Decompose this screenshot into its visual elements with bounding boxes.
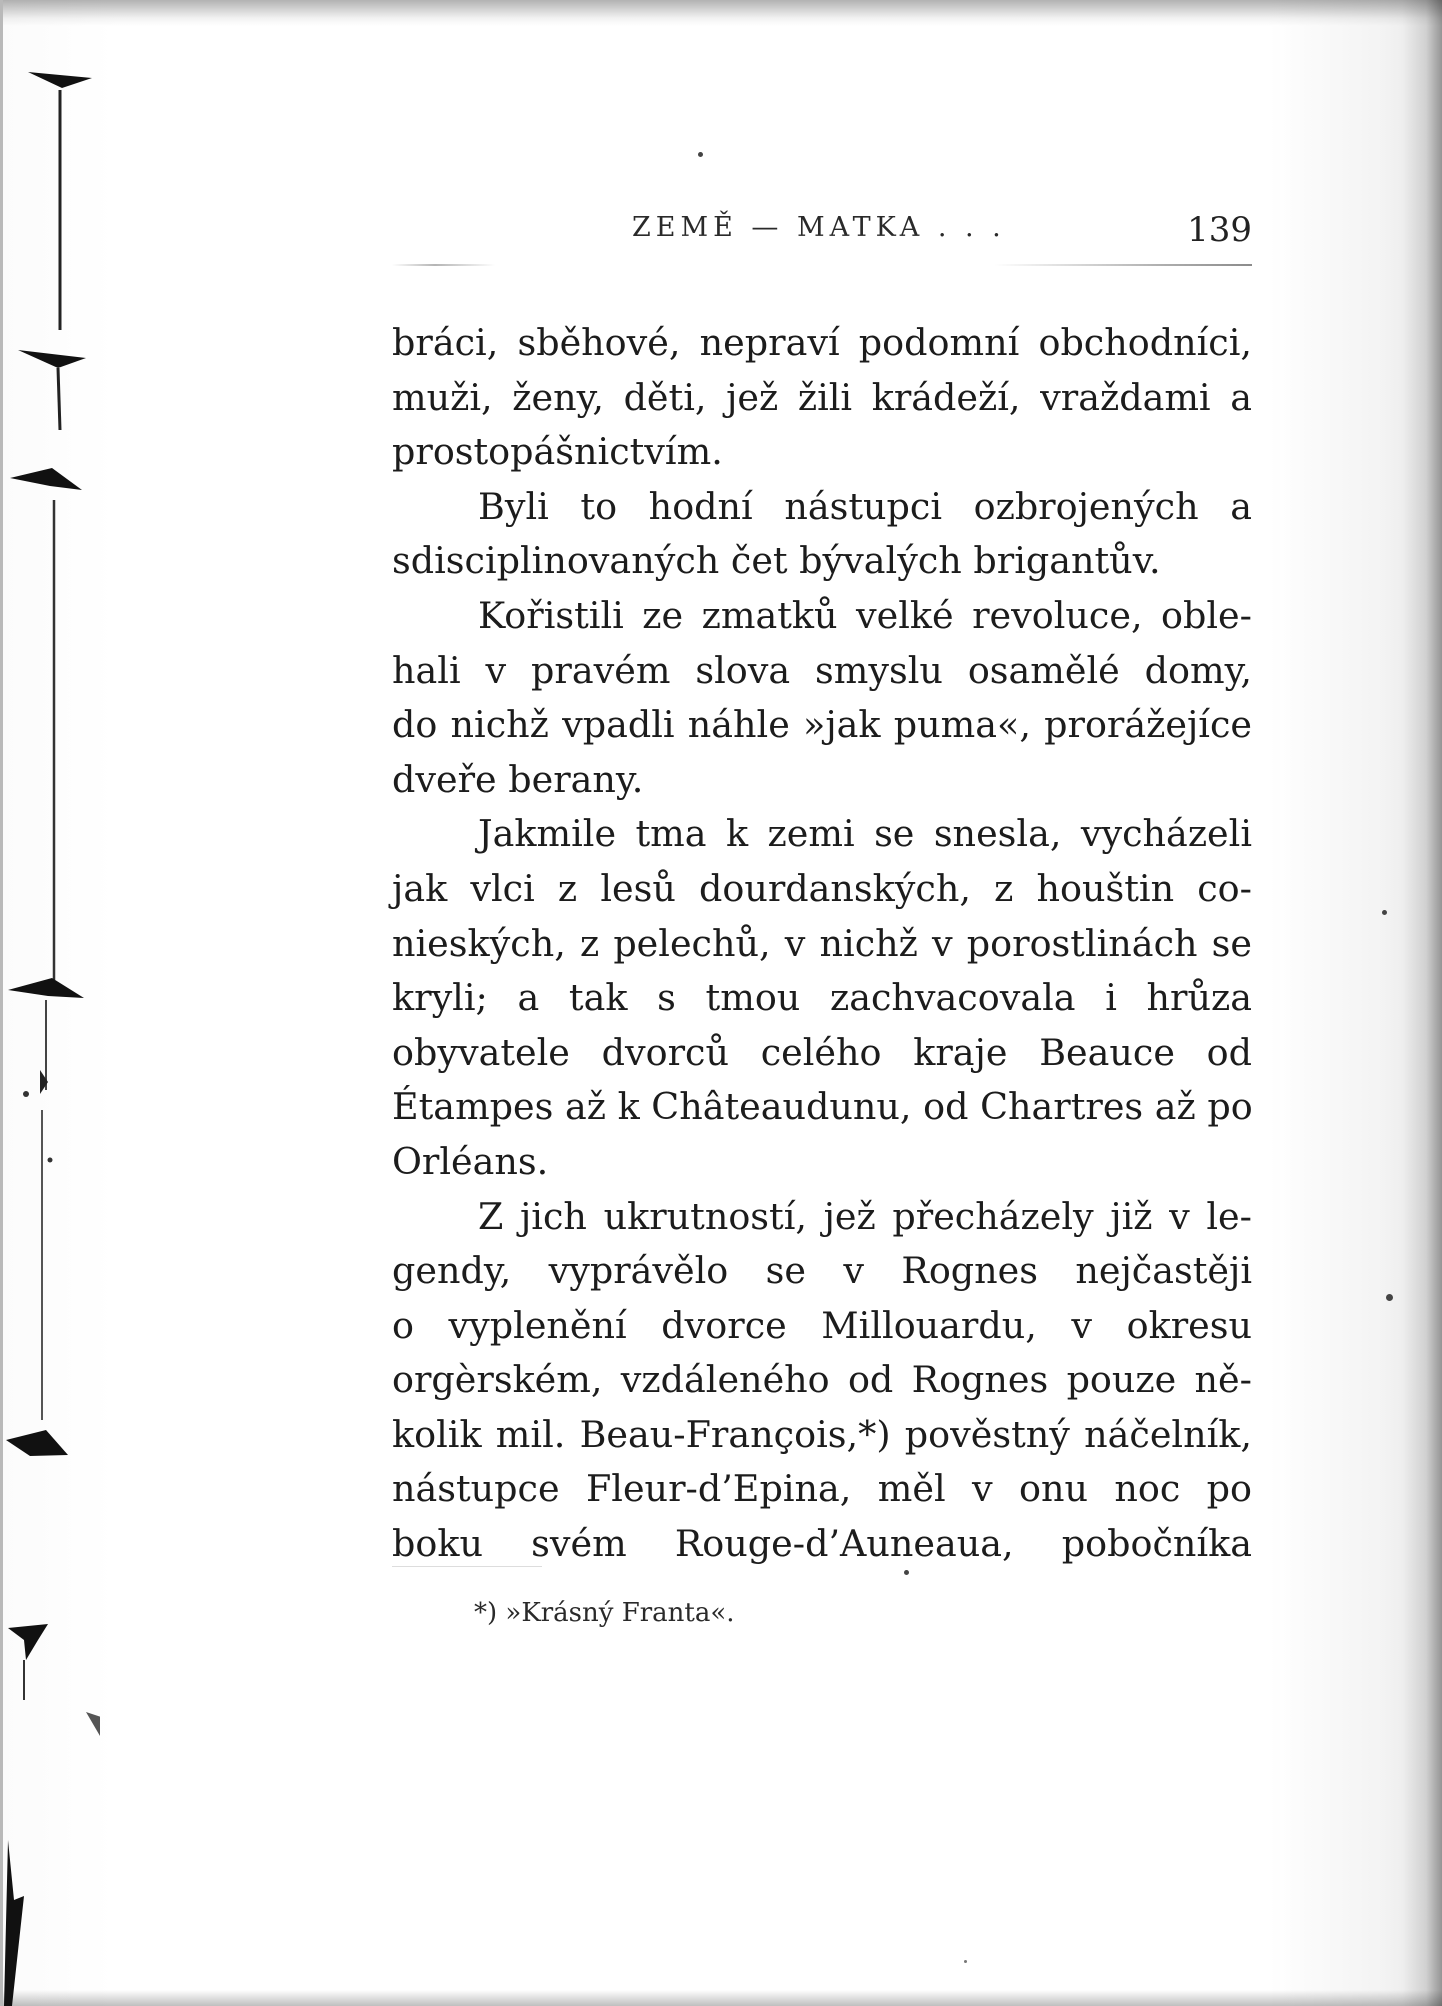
text-line: Orléans. — [392, 1139, 549, 1183]
text-line: nieských, z pelechů, v nichž v porostlinách se — [392, 921, 1252, 965]
text-line: orgèrském, vzdáleného od Rognes pouze ně- — [392, 1358, 1252, 1402]
text-line: sdisciplinovaných čet bývalých brigantův. — [392, 539, 1161, 583]
text-line: dveře berany. — [392, 757, 644, 801]
dust-speck — [1382, 910, 1387, 915]
text-line: kolik mil. Beau-François,*) pověstný náčelník, — [392, 1412, 1252, 1456]
text-line: hali v pravém slova smyslu osamělé domy, — [392, 648, 1252, 692]
text-line: boku svém Rouge-d’Auneaua, pobočníka — [392, 1522, 1252, 1566]
running-title: ZEMĚ — MATKA . . . — [632, 212, 1006, 243]
scan-right-edge-shadow — [1402, 0, 1442, 2006]
text-line: Z jich ukrutností, jež přecházely již v le- — [478, 1194, 1252, 1238]
binding-thread-marks — [0, 0, 100, 2006]
dust-speck — [904, 1570, 909, 1575]
running-header — [392, 208, 1252, 268]
footnote-rule — [392, 1566, 542, 1567]
text-line: kryli; a tak s tmou zachvacovala i hrůza — [392, 976, 1252, 1020]
page-number: 139 — [1187, 210, 1252, 250]
text-line: Étampes až k Châteaudunu, od Chartres až po — [392, 1085, 1253, 1129]
text-line: gendy, vyprávělo se v Rognes nejčastěji — [392, 1249, 1252, 1293]
text-line: Byli to hodní nástupci ozbrojených a — [478, 484, 1252, 528]
text-line: o vyplenění dvorce Millouardu, v okresu — [392, 1303, 1252, 1347]
text-line: Jakmile tma k zemi se snesla, vycházeli — [478, 812, 1252, 856]
dust-speck — [964, 1960, 967, 1963]
text-line: muži, ženy, děti, jež žili krádeží, vraždami a — [392, 375, 1252, 419]
text-line: nástupce Fleur-d’Epina, měl v onu noc po — [392, 1467, 1252, 1511]
text-line: bráci, sběhové, nepraví podomní obchodníci, — [392, 321, 1252, 364]
header-rule — [392, 264, 1252, 266]
text-line: jak vlci z lesů dourdanských, z houštin co- — [392, 866, 1252, 910]
dust-speck — [1386, 1294, 1393, 1301]
text-line: do nichž vpadli náhle »jak puma«, prorážejíce — [392, 703, 1252, 747]
text-line: obyvatele dvorců celého kraje Beauce od — [392, 1030, 1252, 1074]
scan-top-shadow — [0, 0, 1442, 26]
scan-bottom-shadow — [0, 1990, 1442, 2006]
dust-speck — [698, 152, 703, 157]
body-text — [392, 316, 1252, 1572]
text-line: prostopášnictvím. — [392, 430, 723, 474]
footnote: *) »Krásný Franta«. — [474, 1598, 735, 1628]
text-line: Kořistili ze zmatků velké revoluce, oble- — [478, 593, 1252, 637]
